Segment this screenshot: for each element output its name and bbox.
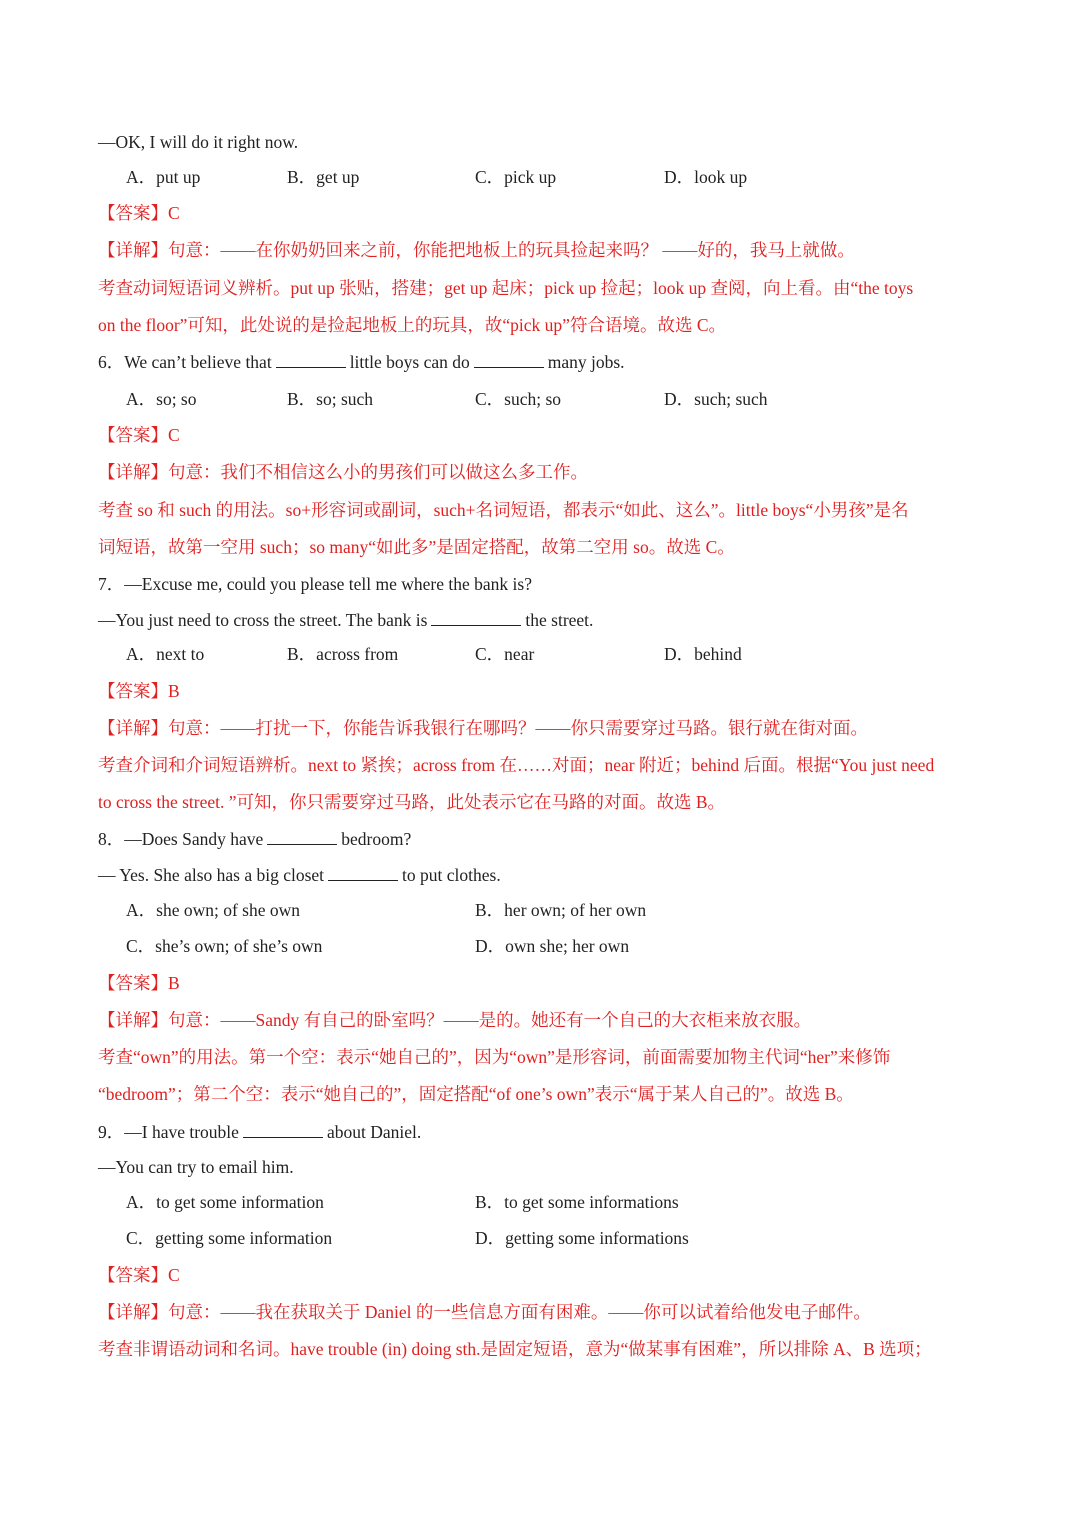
q9-number: 9．	[98, 1122, 125, 1142]
q6-analysis-line2: 词短语，故第一空用 such；so many“如此多”是固定搭配，故第二空用 so。故选 C。	[98, 537, 735, 557]
q9-question: 9．—I have trouble about Daniel.	[98, 1122, 422, 1142]
q5-dialog-line: —OK, I will do it right now.	[98, 132, 299, 152]
q8-option-c: C．she’s own; of she’s own	[126, 936, 323, 956]
q9-analysis-line1: 考查非谓语动词和名词。have trouble (in) doing sth.是固定短语，意为“做某事有困难”，所以排除 A、B 选项；	[98, 1339, 932, 1359]
q8-analysis-line1: 考查“own”的用法。第一个空：表示“她自己的”，因为“own”是形容词，前面需要加物主代词“her”来修饰	[98, 1047, 891, 1067]
q9-blank	[243, 1121, 323, 1138]
q8-option-a: A．she own; of she own	[126, 900, 301, 920]
q8-option-d: D．own she; her own	[475, 936, 630, 956]
q6-analysis-line1: 考查 so 和 such 的用法。so+形容词或副词，such+名词短语，都表示“如此、这么”。little boys“小男孩”是名	[98, 500, 909, 520]
q9-option-d: D．getting some informations	[475, 1228, 689, 1248]
q5-option-b: B．get up	[287, 167, 360, 187]
q6-blank-2	[474, 351, 544, 368]
q9-dialog-line: —You can try to email him.	[98, 1157, 294, 1177]
q9-answer: 【答案】C	[98, 1265, 180, 1285]
q6-detail: 【详解】句意：我们不相信这么小的男孩们可以做这么多工作。	[98, 462, 588, 482]
q8-dialog-line: — Yes. She also has a big closet to put clothes.	[98, 865, 501, 885]
q9-detail: 【详解】句意：——我在获取关于 Daniel 的一些信息方面有困难。——你可以试着给他发电子邮件。	[98, 1302, 871, 1322]
q9-option-b: B．to get some informations	[475, 1192, 679, 1212]
q5-option-a: A．put up	[126, 167, 201, 187]
q8-number: 8．	[98, 829, 125, 849]
q8-blank-2	[328, 864, 398, 881]
q7-analysis-line2: to cross the street. ”可知，你只需要穿过马路，此处表示它在马路的对面。故选 B。	[98, 792, 726, 812]
q6-number: 6．	[98, 352, 125, 372]
q8-blank-1	[267, 828, 337, 845]
q5-option-c: C．pick up	[475, 167, 557, 187]
q7-option-a: A．next to	[126, 644, 205, 664]
q6-answer: 【答案】C	[98, 425, 180, 445]
q7-number: 7．	[98, 574, 125, 594]
q6-option-d: D．such; such	[664, 389, 768, 409]
q5-answer: 【答案】C	[98, 203, 180, 223]
q8-analysis-line2: “bedroom”；第二个空：表示“她自己的”，固定搭配“of one’s own”表示“属于某人自己的”。故选 B。	[98, 1084, 854, 1104]
q7-dialog-line: —You just need to cross the street. The bank is the street.	[98, 610, 594, 630]
q7-blank	[431, 609, 521, 626]
q6-blank-1	[276, 351, 346, 368]
q6-option-c: C．such; so	[475, 389, 562, 409]
q8-answer: 【答案】B	[98, 973, 180, 993]
q9-option-a: A．to get some information	[126, 1192, 324, 1212]
q5-analysis-line2: on the floor”可知，此处说的是捡起地板上的玩具，故“pick up”符合语境。故选 C。	[98, 315, 726, 335]
q6-question: 6．We can’t believe that little boys can do many jobs.	[98, 352, 625, 372]
q7-question: 7．—Excuse me, could you please tell me where the bank is?	[98, 574, 532, 594]
q6-option-a: A．so; so	[126, 389, 197, 409]
q8-option-b: B．her own; of her own	[475, 900, 647, 920]
q9-option-c: C．getting some information	[126, 1228, 333, 1248]
q8-question: 8．—Does Sandy have bedroom?	[98, 829, 412, 849]
q7-answer: 【答案】B	[98, 681, 180, 701]
q7-analysis-line1: 考查介词和介词短语辨析。next to 紧挨；across from 在……对面；near 附近；behind 后面。根据“You just need	[98, 755, 935, 775]
q5-analysis-line1: 考查动词短语词义辨析。put up 张贴，搭建；get up 起床；pick up 捡起；look up 查阅，向上看。由“the toys	[98, 278, 914, 298]
q7-option-d: D．behind	[664, 644, 742, 664]
q6-option-b: B．so; such	[287, 389, 374, 409]
q5-option-d: D．look up	[664, 167, 748, 187]
q7-option-c: C．near	[475, 644, 535, 664]
q7-option-b: B．across from	[287, 644, 399, 664]
q8-detail: 【详解】句意：——Sandy 有自己的卧室吗？——是的。她还有一个自己的大衣柜来放衣服。	[98, 1010, 812, 1030]
q5-detail: 【详解】句意：——在你奶奶回来之前，你能把地板上的玩具捡起来吗？ ——好的，我马上就做。	[98, 240, 855, 260]
q7-detail: 【详解】句意：——打扰一下，你能告诉我银行在哪吗？——你只需要穿过马路。银行就在街对面。	[98, 718, 868, 738]
